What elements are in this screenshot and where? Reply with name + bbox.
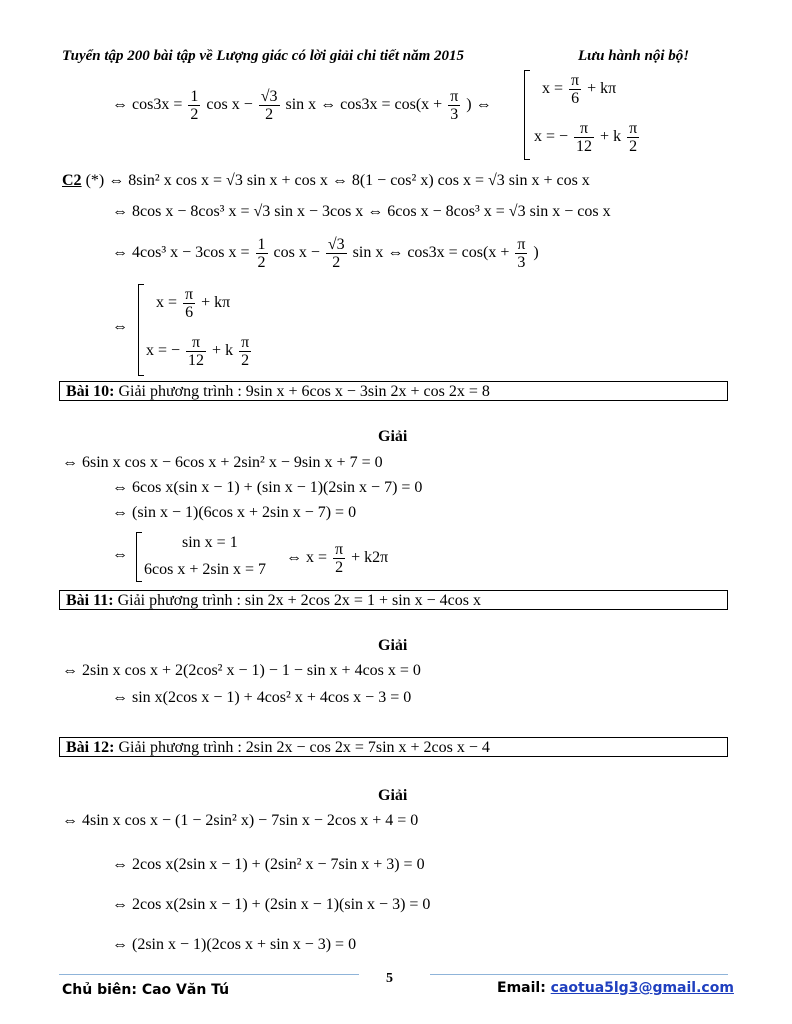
- bai11-problem-box: [59, 590, 728, 610]
- email-label: Email:: [497, 980, 546, 996]
- footer-editor: Chủ biên: Cao Văn Tú: [62, 982, 230, 998]
- email-link[interactable]: caotua5lg3@gmail.com: [550, 980, 734, 996]
- bai11-step-2: ⇔ sin x(2cos x − 1) + 4cos² x + 4cos x − 3 = 0: [112, 689, 412, 706]
- bai10-case-1: sin x = 1: [182, 534, 238, 551]
- denominator: 2: [332, 254, 341, 271]
- bai11-step-1: ⇔ 2sin x cos x + 2(2cos² x − 1) − 1 − sin x + 4cos x = 0: [62, 662, 421, 679]
- c2-line-3: [112, 236, 539, 271]
- denominator: 2: [629, 138, 638, 155]
- page-number: 5: [386, 971, 393, 986]
- eq-part: cos x −: [206, 96, 253, 114]
- bai10-problem-box: [59, 381, 728, 401]
- arrow: ⇔: [112, 546, 128, 563]
- bai10-step-1: ⇔ 6sin x cos x − 6cos x + 2sin² x − 9sin x + 7 = 0: [62, 454, 383, 471]
- numerator: π: [574, 120, 594, 138]
- denominator: 12: [576, 138, 593, 155]
- fraction: [448, 88, 460, 123]
- eq-part: ⇔ x =: [286, 549, 328, 567]
- fraction: [627, 120, 639, 155]
- eq-part: (*) ⇔ 8sin² x cos x = √3 sin x + cos x ⇔ 8(1 − cos² x) cos x = √3 sin x + cos x: [85, 172, 590, 189]
- bai10-result: [286, 541, 388, 576]
- denominator: 6: [571, 90, 580, 107]
- denominator: 2: [190, 106, 199, 123]
- problem-statement: Giải phương trình : sin 2x + 2cos 2x = 1 + sin x − 4cos x: [117, 592, 481, 609]
- denominator: 2: [335, 559, 344, 576]
- eq-part: + kπ: [201, 294, 231, 312]
- top-equation: [112, 88, 492, 123]
- numerator: π: [629, 120, 638, 137]
- problem-statement: Giải phương trình : 2sin 2x − cos 2x = 7sin x + 2cos x − 4: [118, 739, 490, 756]
- numerator: 1: [257, 236, 266, 253]
- bai10-step-2: ⇔ 6cos x(sin x − 1) + (sin x − 1)(2sin x − 7) = 0: [112, 479, 423, 496]
- footer-email: [497, 980, 734, 996]
- solution-heading: Giải: [378, 787, 408, 804]
- problem-label: Bài 12:: [66, 739, 115, 756]
- problem-label: Bài 11:: [66, 592, 114, 609]
- bai12-problem-box: [59, 737, 728, 757]
- bai12-step-3: ⇔ 2cos x(2sin x − 1) + (2sin x − 1)(sin x − 3) = 0: [112, 896, 431, 913]
- eq-part: + k: [212, 342, 234, 360]
- bai10-step-3: ⇔ (sin x − 1)(6cos x + 2sin x − 7) = 0: [112, 504, 357, 521]
- bai12-step-4: ⇔ (2sin x − 1)(2cos x + sin x − 3) = 0: [112, 936, 357, 953]
- eq-part: ⇔ cos3x =: [112, 96, 183, 114]
- denominator: 3: [517, 254, 526, 271]
- numerator: π: [335, 541, 344, 558]
- eq-part: x = −: [146, 342, 181, 360]
- numerator: π: [241, 334, 250, 351]
- denominator: 12: [188, 352, 205, 369]
- eq-part: + k2π: [351, 549, 389, 567]
- solution-bracket: [138, 284, 144, 376]
- solution-heading: Giải: [378, 428, 408, 445]
- c2-line-1: [62, 172, 590, 190]
- eq-part: cos x −: [273, 244, 320, 262]
- fraction: [183, 286, 195, 321]
- denominator: 3: [450, 106, 459, 123]
- fraction: [326, 236, 347, 271]
- solution-bracket: [136, 532, 142, 582]
- solution-bracket: [524, 70, 530, 160]
- c2-solution-1: [156, 286, 230, 321]
- denominator: 2: [241, 352, 250, 369]
- footer-divider-left: [59, 974, 359, 975]
- header-note: Lưu hành nội bộ!: [578, 48, 690, 64]
- c2-line-2: ⇔ 8cos x − 8cos³ x = √3 sin x − 3cos x ⇔ 6cos x − 8cos³ x = √3 sin x − cos x: [112, 203, 611, 220]
- solution-1: [542, 72, 616, 107]
- problem-statement: Giải phương trình : 9sin x + 6cos x − 3sin 2x + cos 2x = 8: [118, 383, 490, 400]
- fraction: [333, 541, 345, 576]
- eq-part: x =: [542, 80, 564, 98]
- bai12-step-1: ⇔ 4sin x cos x − (1 − 2sin² x) − 7sin x − 2cos x + 4 = 0: [62, 812, 419, 829]
- eq-part: + kπ: [587, 80, 617, 98]
- numerator: √3: [260, 88, 278, 105]
- denominator: 6: [185, 304, 194, 321]
- fraction: [574, 120, 594, 155]
- numerator: π: [571, 72, 580, 89]
- eq-part: x = −: [534, 128, 569, 146]
- c2-solution-2: [146, 334, 253, 369]
- fraction: [515, 236, 527, 271]
- eq-part: x =: [156, 294, 178, 312]
- fraction: [186, 334, 206, 369]
- problem-label: Bài 10:: [66, 383, 115, 400]
- denominator: 2: [265, 106, 274, 123]
- eq-part: sin x ⇔ cos3x = cos(x +: [352, 244, 510, 262]
- solution-2: [534, 120, 641, 155]
- solution-heading: Giải: [378, 637, 408, 654]
- numerator: π: [450, 88, 459, 105]
- footer-divider-right: [430, 974, 728, 975]
- fraction: [569, 72, 581, 107]
- eq-part: ⇔ 4cos³ x − 3cos x =: [112, 244, 250, 262]
- denominator: 2: [257, 254, 266, 271]
- c2-line-4-arrow: ⇔: [112, 318, 128, 335]
- numerator: π: [186, 334, 206, 352]
- eq-part: + k: [600, 128, 622, 146]
- eq-part: ): [533, 244, 539, 262]
- fraction: [256, 236, 268, 271]
- numerator: 1: [190, 88, 199, 105]
- eq-part: sin x ⇔ cos3x = cos(x +: [285, 96, 443, 114]
- numerator: π: [517, 236, 526, 253]
- c2-label: C2: [62, 172, 82, 189]
- bai12-step-2: ⇔ 2cos x(2sin x − 1) + (2sin² x − 7sin x + 3) = 0: [112, 856, 425, 873]
- eq-part: ) ⇔: [466, 96, 492, 114]
- fraction: [239, 334, 251, 369]
- bai10-case-2: 6cos x + 2sin x = 7: [144, 561, 267, 578]
- numerator: √3: [327, 236, 345, 253]
- fraction: [259, 88, 280, 123]
- numerator: π: [185, 286, 194, 303]
- header-title: Tuyển tập 200 bài tập về Lượng giác có lời giải chi tiết năm 2015: [62, 48, 465, 64]
- fraction: [188, 88, 200, 123]
